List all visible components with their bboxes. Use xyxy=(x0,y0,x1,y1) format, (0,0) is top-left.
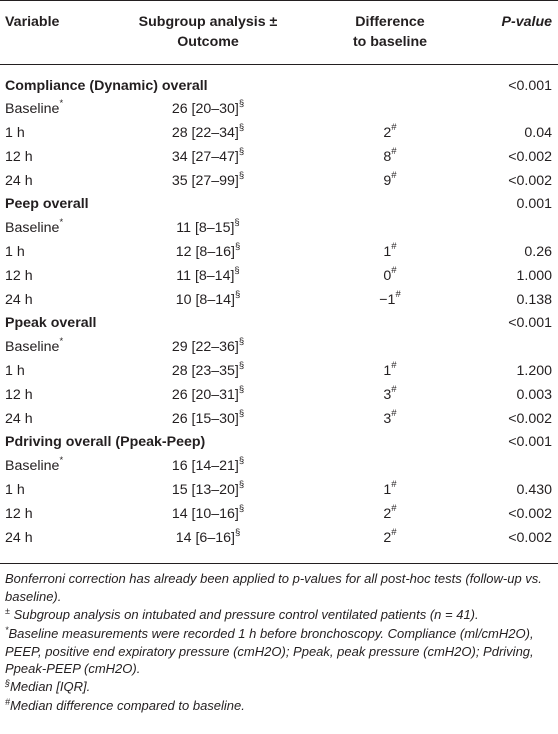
row-pvalue-text: 0.26 xyxy=(524,244,552,260)
row-difference-text: 1 xyxy=(383,482,392,498)
header-variable: Variable xyxy=(5,14,60,30)
row-pvalue-text: 0.04 xyxy=(524,125,552,141)
row-outcome xyxy=(108,503,308,523)
row-difference-text: 2 xyxy=(383,125,392,141)
footnote-mark: § xyxy=(5,677,11,688)
row-difference-mark: # xyxy=(395,289,401,301)
row-difference-mark: # xyxy=(391,479,397,491)
footnote-text: Bonferroni correction has already been applied to p-values for all post-hoc tests (follow-up vs. baseline). xyxy=(5,571,542,604)
row-outcome-mark: § xyxy=(234,289,241,301)
row-label-mark: * xyxy=(59,217,64,229)
row-label-text: 1 h xyxy=(5,482,25,498)
row-pvalue xyxy=(440,363,552,380)
row-outcome xyxy=(108,527,308,547)
row-outcome-mark: § xyxy=(238,122,245,134)
row-outcome-text: 11 [8–14] xyxy=(176,268,235,284)
row-label-mark: * xyxy=(59,98,64,110)
row-outcome-text: 12 [8–16] xyxy=(175,244,235,260)
row-difference xyxy=(320,408,460,428)
footnote xyxy=(5,570,553,605)
row-difference-mark: # xyxy=(391,241,397,253)
row-outcome-mark: § xyxy=(238,360,245,372)
footnote-text: Median difference compared to baseline. xyxy=(10,698,245,713)
row-label xyxy=(5,173,33,190)
row-label xyxy=(5,125,25,142)
row-difference-mark: # xyxy=(391,146,397,158)
row-pvalue xyxy=(440,268,552,285)
row-label-text: 24 h xyxy=(5,292,33,308)
header-rule xyxy=(0,64,558,65)
group-pvalue-text: 0.001 xyxy=(516,196,552,212)
row-outcome xyxy=(108,98,308,118)
row-outcome xyxy=(108,122,308,142)
row-outcome-text: 10 [8–14] xyxy=(175,292,235,308)
row-outcome-mark: § xyxy=(234,265,240,277)
bottom-rule xyxy=(0,563,558,564)
row-outcome xyxy=(108,479,308,499)
row-label xyxy=(5,530,33,547)
row-label-text: 24 h xyxy=(5,173,33,189)
row-outcome xyxy=(108,384,308,404)
row-pvalue-text: <0.002 xyxy=(508,530,552,546)
group-pvalue-text: <0.001 xyxy=(508,315,552,331)
row-outcome-text: 29 [22–36] xyxy=(171,339,239,355)
row-pvalue-text: 1.000 xyxy=(516,268,552,284)
row-label-text: Baseline xyxy=(5,101,60,117)
row-difference-text: 1 xyxy=(383,244,392,260)
row-difference-mark: # xyxy=(391,360,397,372)
row-outcome-mark: § xyxy=(238,408,245,420)
row-outcome-text: 26 [20–30] xyxy=(171,101,239,117)
row-outcome-text: 11 [8–15] xyxy=(176,220,235,236)
row-label xyxy=(5,98,64,118)
group-pvalue xyxy=(440,315,552,332)
footnote xyxy=(5,678,553,696)
row-label xyxy=(5,455,64,475)
row-pvalue-text: 0.138 xyxy=(516,292,552,308)
row-difference xyxy=(320,265,460,285)
row-outcome xyxy=(108,217,308,237)
row-outcome-text: 35 [27–99] xyxy=(171,173,239,189)
row-label xyxy=(5,363,25,380)
group-label-text: Ppeak overall xyxy=(5,315,97,331)
row-label xyxy=(5,292,33,309)
row-label xyxy=(5,149,33,166)
row-label-text: 24 h xyxy=(5,411,33,427)
row-difference-mark: # xyxy=(391,503,397,515)
row-difference-text: 2 xyxy=(383,530,392,546)
row-difference-mark: # xyxy=(391,122,397,134)
row-label xyxy=(5,411,33,428)
row-outcome-text: 16 [14–21] xyxy=(171,458,239,474)
row-outcome xyxy=(108,170,308,190)
row-pvalue-text: <0.002 xyxy=(508,173,552,189)
row-outcome-mark: § xyxy=(238,384,245,396)
row-outcome xyxy=(108,360,308,380)
row-outcome xyxy=(108,336,308,356)
row-difference xyxy=(320,241,460,261)
row-label-mark: * xyxy=(59,336,64,348)
row-outcome-mark: § xyxy=(238,455,245,467)
row-label-text: 1 h xyxy=(5,363,25,379)
header-difference-line1: Difference xyxy=(355,14,425,30)
row-outcome xyxy=(108,265,308,285)
group-pvalue xyxy=(440,78,552,95)
row-pvalue xyxy=(440,530,552,547)
row-difference-text: 8 xyxy=(383,149,392,165)
row-pvalue xyxy=(440,292,552,309)
group-label-text: Peep overall xyxy=(5,196,89,212)
row-label-text: Baseline xyxy=(5,339,60,355)
footnote-mark: * xyxy=(5,624,9,635)
row-label-mark: * xyxy=(59,455,64,467)
row-label-text: 12 h xyxy=(5,268,33,284)
footnote-text: Baseline measurements were recorded 1 h before bronchoscopy. Compliance (ml/cmH2O), PEEP, positive end expiratory pressure (cmH2O); Ppeak, peak pressure (cmH2O); Pdriving, Ppeak-PEEP (cmH2O). xyxy=(5,626,534,676)
row-outcome-mark: § xyxy=(238,170,245,182)
row-difference-mark: # xyxy=(391,527,397,539)
row-outcome-text: 26 [20–31] xyxy=(171,387,239,403)
row-difference xyxy=(320,503,460,523)
row-label xyxy=(5,268,33,285)
row-pvalue xyxy=(440,387,552,404)
row-label xyxy=(5,244,25,261)
group-pvalue xyxy=(440,434,552,451)
row-difference-text: −1 xyxy=(379,292,396,308)
row-label xyxy=(5,506,33,523)
group-label-text: Compliance (Dynamic) overall xyxy=(5,78,208,94)
row-difference xyxy=(320,479,460,499)
row-difference-text: 9 xyxy=(383,173,392,189)
header-subgroup-line1: Subgroup analysis ± xyxy=(138,14,278,30)
row-outcome-text: 14 [6–16] xyxy=(175,530,235,546)
row-difference xyxy=(320,384,460,404)
group-pvalue-text: <0.001 xyxy=(508,78,552,94)
row-label xyxy=(5,217,64,237)
row-label-text: 12 h xyxy=(5,506,33,522)
header-difference-line2: to baseline xyxy=(352,34,428,50)
row-outcome-mark: § xyxy=(238,98,245,110)
row-outcome-mark: § xyxy=(238,479,245,491)
footnote xyxy=(5,697,553,715)
row-pvalue-text: <0.002 xyxy=(508,411,552,427)
row-pvalue xyxy=(440,125,552,142)
row-outcome-text: 14 [10–16] xyxy=(171,506,239,522)
row-difference xyxy=(320,527,460,547)
group-label xyxy=(5,434,205,451)
group-label xyxy=(5,315,97,332)
row-difference-text: 3 xyxy=(383,411,392,427)
row-label-text: 12 h xyxy=(5,149,33,165)
row-pvalue-text: <0.002 xyxy=(508,506,552,522)
row-pvalue xyxy=(440,173,552,190)
row-difference xyxy=(320,170,460,190)
row-pvalue-text: <0.002 xyxy=(508,149,552,165)
row-difference-text: 3 xyxy=(383,387,392,403)
row-difference-mark: # xyxy=(391,408,397,420)
row-outcome-text: 15 [13–20] xyxy=(171,482,239,498)
row-difference-text: 0 xyxy=(383,268,392,284)
header-subgroup-line2: Outcome xyxy=(177,34,239,50)
group-label xyxy=(5,78,208,95)
row-outcome-mark: § xyxy=(238,503,245,515)
row-outcome xyxy=(108,408,308,428)
footnote-text: Subgroup analysis on intubated and pressure control ventilated patients (n = 41). xyxy=(9,607,479,622)
group-pvalue xyxy=(440,196,552,213)
row-outcome xyxy=(108,146,308,166)
row-difference-text: 1 xyxy=(383,363,392,379)
row-outcome-text: 28 [23–35] xyxy=(171,363,239,379)
row-outcome xyxy=(108,455,308,475)
row-difference xyxy=(320,360,460,380)
row-label-text: 12 h xyxy=(5,387,33,403)
row-outcome xyxy=(108,241,308,261)
row-outcome-mark: § xyxy=(234,527,241,539)
row-pvalue xyxy=(440,482,552,499)
row-outcome-mark: § xyxy=(238,336,245,348)
row-label-text: Baseline xyxy=(5,458,60,474)
footnote-mark: ± xyxy=(5,605,10,616)
row-difference xyxy=(320,122,460,142)
row-label xyxy=(5,482,25,499)
group-pvalue-text: <0.001 xyxy=(508,434,552,450)
row-difference-mark: # xyxy=(391,265,397,277)
row-difference-mark: # xyxy=(391,170,397,182)
row-label-text: 1 h xyxy=(5,244,25,260)
row-outcome-text: 26 [15–30] xyxy=(171,411,239,427)
row-difference-mark: # xyxy=(391,384,397,396)
row-label-text: Baseline xyxy=(5,220,60,236)
top-rule xyxy=(0,0,558,1)
row-pvalue xyxy=(440,506,552,523)
row-outcome-text: 28 [22–34] xyxy=(171,125,239,141)
row-difference xyxy=(320,146,460,166)
header-pvalue: P-value xyxy=(501,14,552,30)
row-pvalue-text: 1.200 xyxy=(516,363,552,379)
row-pvalue-text: 0.003 xyxy=(516,387,552,403)
row-outcome xyxy=(108,289,308,309)
row-label xyxy=(5,387,33,404)
row-pvalue xyxy=(440,244,552,261)
row-label-text: 1 h xyxy=(5,125,25,141)
row-pvalue-text: 0.430 xyxy=(516,482,552,498)
row-outcome-text: 34 [27–47] xyxy=(171,149,239,165)
row-label-text: 24 h xyxy=(5,530,33,546)
row-outcome-mark: § xyxy=(234,217,240,229)
group-label xyxy=(5,196,89,213)
row-difference xyxy=(320,289,460,309)
footnote-text: Median [IQR]. xyxy=(10,679,91,694)
row-difference-text: 2 xyxy=(383,506,392,522)
row-pvalue xyxy=(440,411,552,428)
row-outcome-mark: § xyxy=(234,241,241,253)
row-pvalue xyxy=(440,149,552,166)
row-label xyxy=(5,336,64,356)
row-outcome-mark: § xyxy=(238,146,245,158)
footnote xyxy=(5,606,553,624)
group-label-text: Pdriving overall (Ppeak-Peep) xyxy=(5,434,206,450)
footnote-mark: # xyxy=(5,696,11,707)
footnote xyxy=(5,625,553,678)
